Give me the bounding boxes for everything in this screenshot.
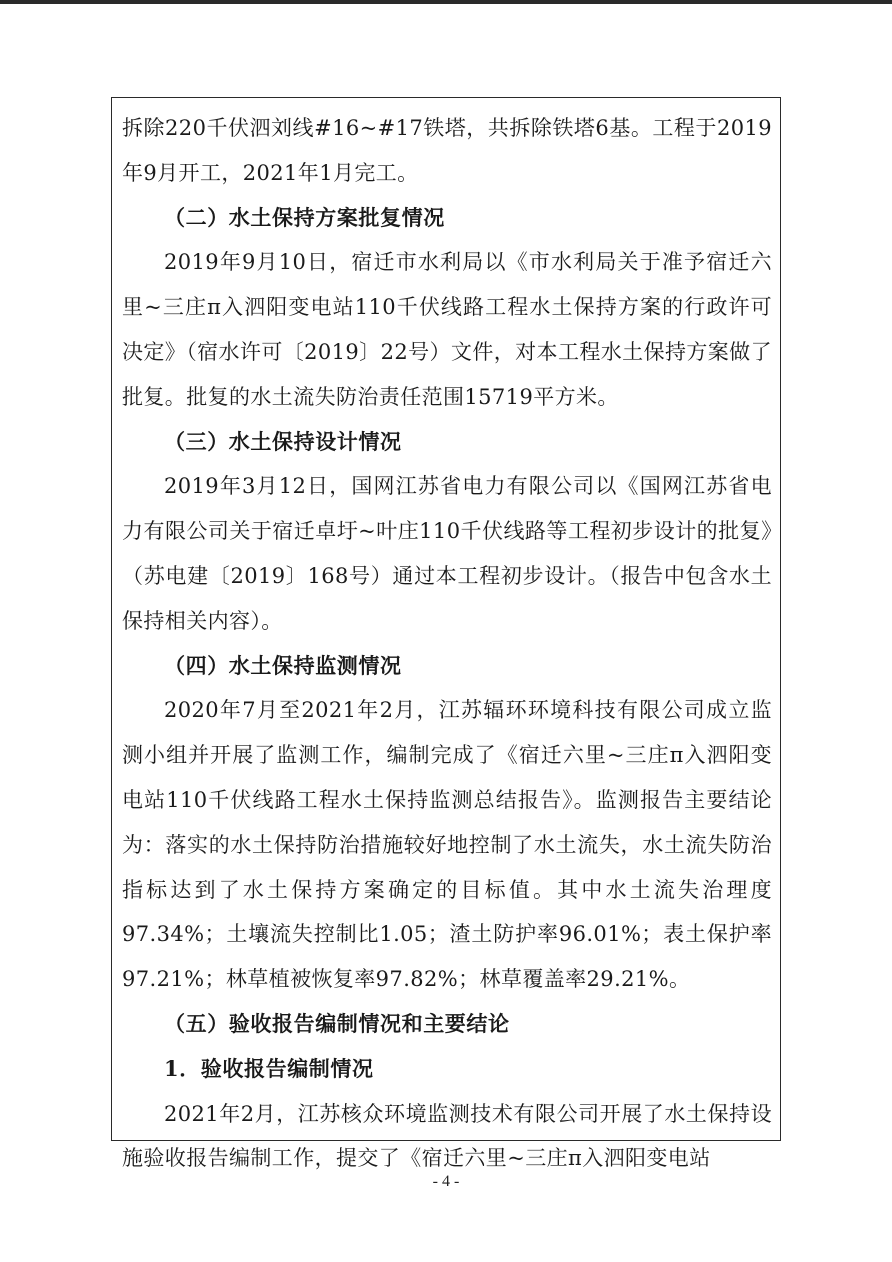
text-frame	[111, 97, 781, 1171]
heading-monitoring: （四）水土保持监测情况	[164, 652, 402, 678]
heading-plan-approval: （二）水土保持方案批复情况	[164, 204, 445, 230]
heading-design: （三）水土保持设计情况	[164, 428, 402, 454]
paragraph-plan-approval: 2019年9月10日，宿迁市水利局以《市水利局关于准予宿迁六里~三庄π入泗阳变电站110千伏线路工程水土保持方案的行政许可决定》（宿水许可〔2019〕22号）文件，对本工程水土保持方案做了批复。批复的水土流失防治责任范围15719平方米。	[122, 250, 772, 409]
heading-report-compilation: 1．验收报告编制情况	[164, 1055, 374, 1081]
heading-acceptance-report: （五）验收报告编制情况和主要结论	[164, 1010, 510, 1036]
page-number: - 4 -	[432, 1173, 460, 1190]
paragraph-monitoring: 2020年7月至2021年2月，江苏辐环环境科技有限公司成立监测小组并开展了监测工作，编制完成了《宿迁六里~三庄π入泗阳变电站110千伏线路工程水土保持监测总结报告》。监测报告主要结论为：落实的水土保持防治措施较好地控制了水土流失，水土流失防治指标达到了水土保持方案确定的目标值。其中水土流失治理度97.34%；土壤流失控制比1.05；渣土防护率96.01%；表土保护率97.21%；林草植被恢复率97.82%；林草覆盖率29.21%。	[122, 698, 772, 992]
top-rule	[0, 0, 892, 4]
paragraph-design: 2019年3月12日，国网江苏省电力有限公司以《国网江苏省电力有限公司关于宿迁卓圩~叶庄110千伏线路等工程初步设计的批复》（苏电建〔2019〕168号）通过本工程初步设计。（报告中包含水土保持相关内容）。	[122, 474, 772, 633]
paragraph-report-compilation: 2021年2月，江苏核众环境监测技术有限公司开展了水土保持设施验收报告编制工作，提交了《宿迁六里~三庄π入泗阳变电站	[122, 1101, 772, 1171]
paragraph-project-removal: 拆除220千伏泗刘线#16~#17铁塔，共拆除铁塔6基。工程于2019年9月开工，2021年1月完工。	[122, 116, 772, 185]
document-body	[122, 106, 772, 1181]
